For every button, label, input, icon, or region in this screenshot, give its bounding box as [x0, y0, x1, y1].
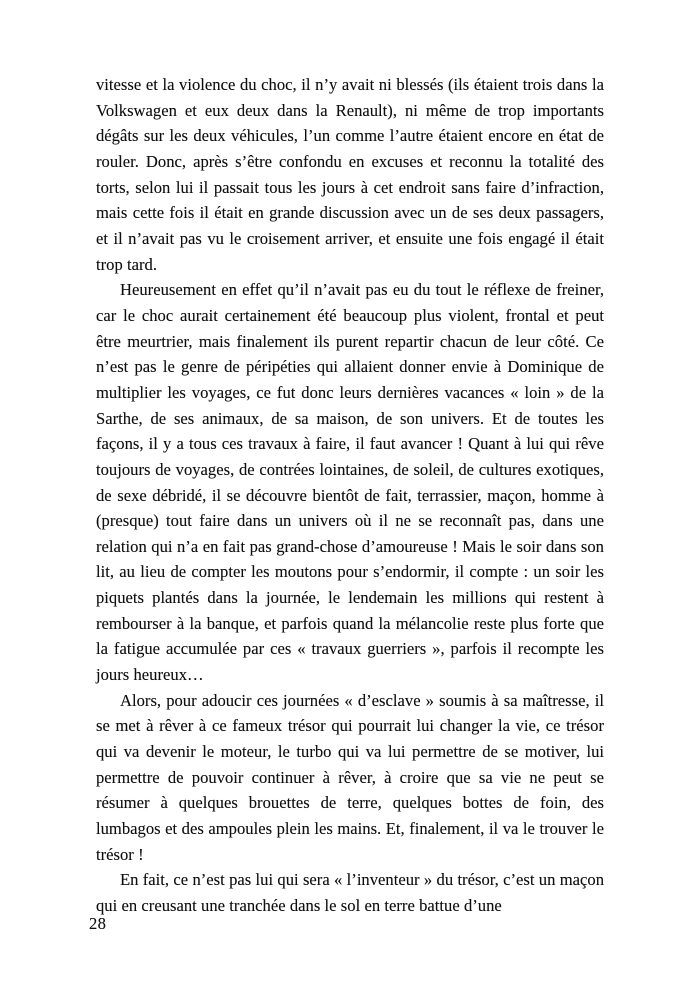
body-paragraph: Alors, pour adoucir ces journées « d’esclave » soumis à sa maîtresse, il se met à rêver à ce fameux trésor qui pourrait lui changer la vie, ce trésor qui va devenir le moteur, le turbo qui va lui permettre de se motiver, lui permettre de pouvoir continuer à rêver, à croire que sa vie ne peut se résumer à quelques brouettes de terre, quelques bottes de foin, des lumbagos et des ampoules plein les mains. Et, finalement, il va le trouver le trésor ! — [96, 690, 604, 864]
body-paragraph: vitesse et la violence du choc, il n’y avait ni blessés (ils étaient trois dans la Volkswagen et eux deux dans la Renault), ni même de trop importants dégâts sur les deux véhicules, l’un comme l’autre étaient encore en état de rouler. Donc, après s’être confondu en excuses et reconnu la totalité des torts, selon lui il passait tous les jours à cet endroit sans faire d’infraction, mais cette fois il était en grande discussion avec un de ses deux passagers, et il n’avait pas vu le croisement arriver, et ensuite une fois engagé il était trop tard. — [96, 75, 604, 274]
body-paragraph: Heureusement en effet qu’il n’avait pas eu du tout le réflexe de freiner, car le choc aurait certainement été beaucoup plus violent, frontal et peut être meurtrier, mais finalement ils purent repartir chacun de leur côté. Ce n’est pas le genre de péripéties qui allaient donner envie à Dominique de multiplier les voyages, ce fut donc leurs dernières vacances « loin » de la Sarthe, de ses animaux, de sa maison, de son univers. Et de toutes les façons, il y a tous ces travaux à faire, il faut avancer ! Quant à lui qui rêve toujours de voyages, de contrées lointaines, de soleil, de cultures exotiques, de sexe débridé, il se découvre bientôt de fait, terrassier, maçon, homme à (presque) tout faire dans un univers où il ne se reconnaît pas, dans une relation qui n’a en fait pas grand-chose d’amoureuse ! Mais le soir dans son lit, au lieu de compter les moutons pour s’endormir, il compte : un soir les piquets plantés dans la journée, le lendemain les millions qui restent à rembourser à la banque, et parfois quand la mélancolie reste plus forte que la fatigue accumulée par ces « travaux guerriers », parfois il recompte les jours heureux… — [96, 280, 604, 685]
page-number: 28 — [89, 914, 107, 933]
body-paragraph: En fait, ce n’est pas lui qui sera « l’inventeur » du trésor, c’est un maçon qui en creusant une tranchée dans le sol en terre battue d’une — [96, 870, 604, 915]
text-block — [96, 72, 604, 919]
